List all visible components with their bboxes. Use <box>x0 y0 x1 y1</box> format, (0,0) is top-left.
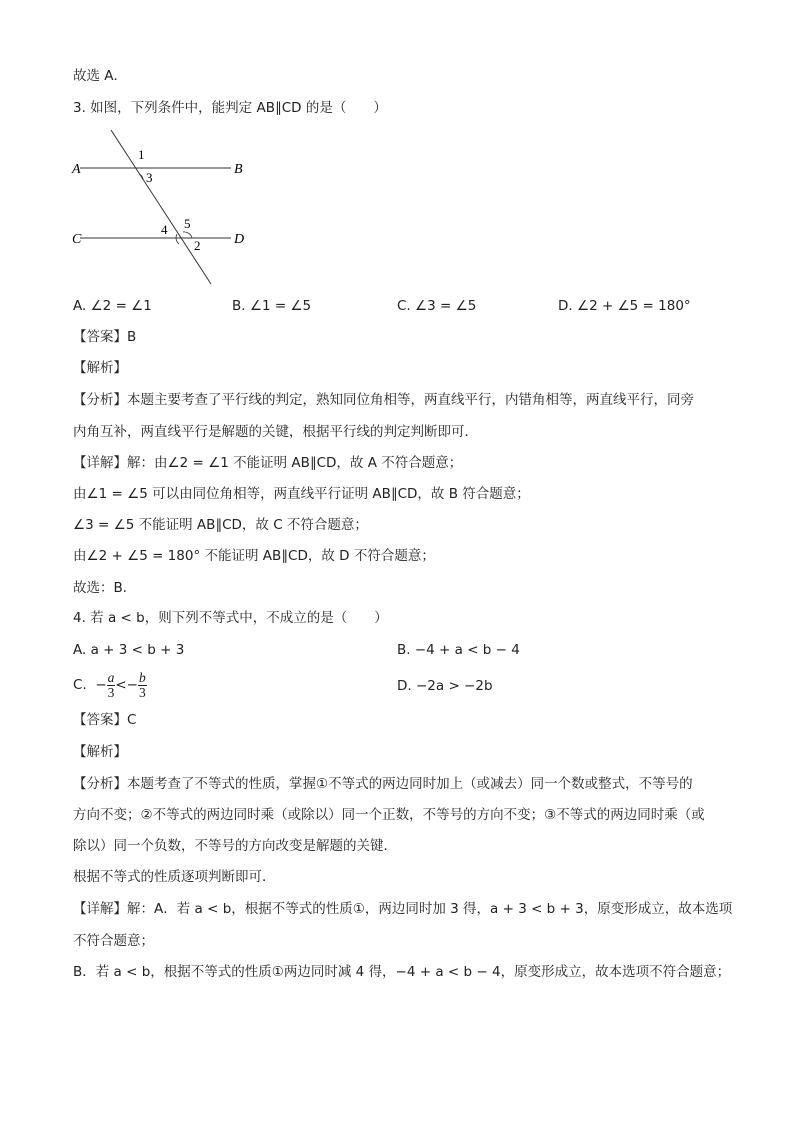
text-line: ∠3 = ∠5 不能证明 AB∥CD，故 C 不符合题意； <box>73 517 368 533</box>
text-line: 故选：B． <box>73 580 137 596</box>
parallel-lines-figure <box>66 122 256 290</box>
text-line: 【详解】解：由∠2 = ∠1 不能证明 AB∥CD，故 A 不符合题意； <box>73 455 463 471</box>
q3-option-d: D. ∠2 + ∠5 = 180° <box>558 298 691 314</box>
label-C: C <box>72 232 82 247</box>
text-line: 故选 A． <box>73 68 128 84</box>
label-D: D <box>234 232 245 247</box>
text-line: 内角互补，两直线平行是解题的关键，根据平行线的判定判断即可． <box>73 424 478 440</box>
q3-option-c: C. ∠3 = ∠5 <box>397 298 477 314</box>
q4-analysis-heading: 【解析】 <box>73 744 127 760</box>
q4-option-c-label: C. <box>73 677 87 693</box>
text-line: 除以）同一个负数，不等号的方向改变是解题的关键． <box>73 838 397 854</box>
fraction-b-over-3: $\frac{b}{3}$ <box>139 669 146 700</box>
label-A: A <box>72 162 81 177</box>
label-3: 3 <box>146 170 153 185</box>
q3-analysis-heading: 【解析】 <box>73 360 127 376</box>
text-line: 【分析】本题考查了不等式的性质，掌握①不等式的两边同时加上（或减去）同一个数或整式，不等号的 <box>73 776 693 792</box>
q4-option-c-relation: <− <box>115 677 138 693</box>
text-line: 【分析】本题主要考查了平行线的判定，熟知同位角相等，两直线平行，内错角相等，两直线平行，同旁 <box>73 392 694 408</box>
label-5: 5 <box>184 216 191 231</box>
q4-option-c <box>73 666 147 704</box>
q3-option-b: B. ∠1 = ∠5 <box>232 298 312 314</box>
text-line: 方向不变；②不等式的两边同时乘（或除以）同一个正数，不等号的方向不变；③不等式的两边同时乘（或 <box>73 807 705 823</box>
q3-option-a: A. ∠2 = ∠1 <box>73 298 152 314</box>
label-1: 1 <box>138 147 145 162</box>
text-line: B．若 a < b，根据不等式的性质①两边同时减 4 得，−4 + a < b − 4，原变形成立，故本选项不符合题意； <box>73 964 731 980</box>
q4-answer: 【答案】C <box>73 712 137 728</box>
question-4-stem: 4. 若 a < b，则下列不等式中，不成立的是（ ） <box>73 610 388 626</box>
label-4: 4 <box>161 222 168 237</box>
transversal-line <box>111 130 211 284</box>
angle-arc-4 <box>176 234 179 244</box>
text-line: 根据不等式的性质逐项判断即可． <box>73 869 276 885</box>
text-line: 不符合题意； <box>73 933 154 949</box>
question-3-stem: 3. 如图，下列条件中，能判定 AB∥CD 的是（ ） <box>73 100 387 116</box>
text-line: 由∠1 = ∠5 可以由同位角相等，两直线平行证明 AB∥CD，故 B 符合题意； <box>73 486 530 502</box>
label-2: 2 <box>194 238 201 253</box>
text-line: 【详解】解：A．若 a < b，根据不等式的性质①，两边同时加 3 得，a + 3 < b + 3，原变形成立，故本选项 <box>73 901 733 917</box>
fraction-a-over-3: $\frac{a}{3}$ <box>107 669 115 700</box>
angle-arc-4-5 <box>183 232 192 238</box>
label-B: B <box>234 162 243 177</box>
q4-option-b: B. −4 + a < b − 4 <box>397 642 520 658</box>
text-line: 由∠2 + ∠5 = 180° 不能证明 AB∥CD，故 D 不符合题意； <box>73 548 435 564</box>
q4-option-d: D. −2a > −2b <box>397 678 493 694</box>
q4-option-c-minus: − <box>95 677 107 693</box>
q4-option-a: A. a + 3 < b + 3 <box>73 642 185 658</box>
q3-answer: 【答案】B <box>73 329 137 345</box>
